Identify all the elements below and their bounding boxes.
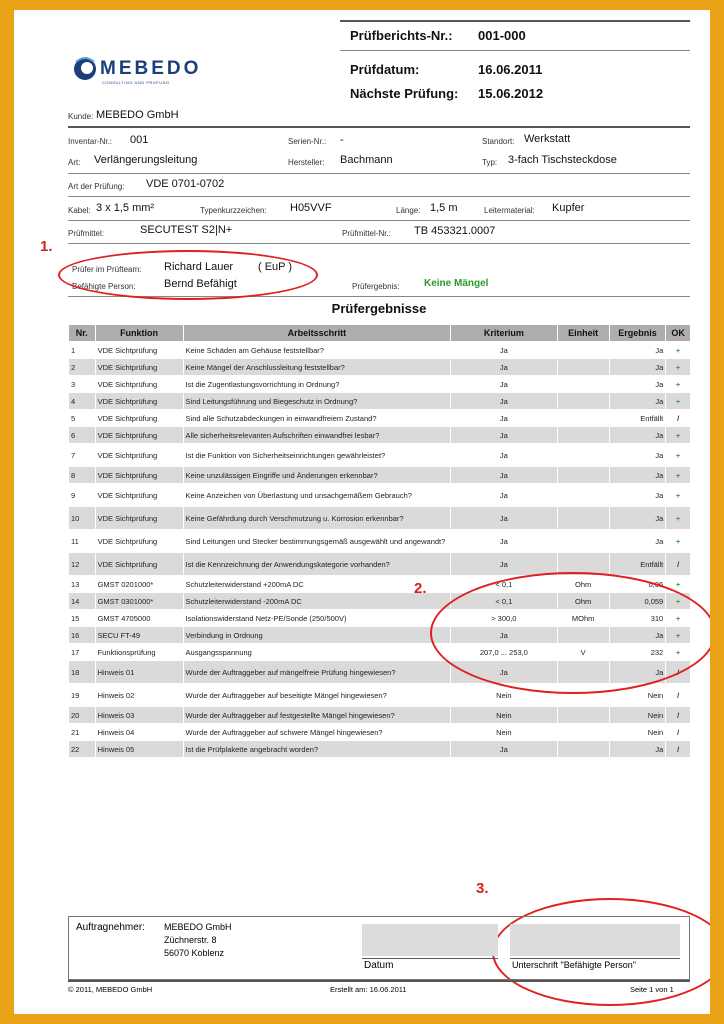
length-label: Länge: — [396, 206, 421, 215]
section-title: Prüfergebnisse — [331, 301, 427, 316]
cable-value: 3 x 1,5 mm² — [96, 202, 155, 214]
cell-unit: V — [557, 644, 609, 661]
table-row — [69, 410, 691, 427]
location-value: Werkstatt — [524, 133, 571, 145]
cell-nr: 14 — [69, 593, 96, 610]
cell-function: VDE Sichtprüfung — [95, 410, 183, 427]
mebedo-logo — [72, 54, 222, 84]
cell-ok: / — [666, 707, 691, 724]
cell-step: Keine Mängel der Anschlussleitung feststellbar? — [183, 359, 451, 376]
cell-ok: + — [666, 393, 691, 410]
cell-step: Sind alle Schutzabdeckungen in einwandfreiem Zustand? — [183, 410, 451, 427]
cell-ok: / — [666, 741, 691, 758]
cell-result: Ja — [609, 741, 665, 758]
cell-ok: + — [666, 610, 691, 627]
table-row — [69, 724, 691, 741]
cell-step: Isolationswiderstand Netz-PE/Sonde (250/500V) — [183, 610, 451, 627]
inventory-label: Inventar-Nr.: — [68, 137, 113, 146]
cell-criterion: Ja — [451, 661, 557, 684]
type-art-value: Verlängerungsleitung — [94, 154, 198, 166]
table-row — [69, 507, 691, 530]
cell-criterion: Ja — [451, 427, 557, 444]
cell-result: 310 — [609, 610, 665, 627]
table-row — [69, 467, 691, 484]
cell-ok: + — [666, 593, 691, 610]
table-row — [69, 530, 691, 553]
page-number: Seite 1 von 1 — [630, 985, 674, 994]
cell-step: Wurde der Auftraggeber auf schwere Mängel hingewiesen? — [183, 724, 451, 741]
cell-function: VDE Sichtprüfung — [95, 507, 183, 530]
cell-nr: 21 — [69, 724, 96, 741]
qualified-person-value: Bernd Befähigt — [164, 278, 237, 290]
column-header-ok: OK — [666, 325, 691, 342]
length-value: 1,5 m — [430, 202, 458, 214]
cell-step: Keine unzulässigen Eingriffe und Änderungen erkennbar? — [183, 467, 451, 484]
table-row — [69, 484, 691, 507]
cell-criterion: Ja — [451, 507, 557, 530]
table-row — [69, 359, 691, 376]
table-row — [69, 707, 691, 724]
column-header-step: Arbeitsschritt — [183, 325, 451, 342]
logo-subtitle: CONSULTING UND PRÜFUNG — [102, 80, 170, 85]
cell-unit — [557, 342, 609, 359]
cell-nr: 19 — [69, 684, 96, 707]
cell-function: Hinweis 04 — [95, 724, 183, 741]
cell-criterion: Ja — [451, 484, 557, 507]
cell-function: SECU FT-49 — [95, 627, 183, 644]
cell-criterion: Ja — [451, 553, 557, 576]
cell-criterion: Ja — [451, 359, 557, 376]
cell-step: Keine Anzeichen von Überlastung und unsachgemäßem Gebrauch? — [183, 484, 451, 507]
table-row — [69, 741, 691, 758]
inspector-value: Richard Lauer — [164, 261, 234, 273]
cell-step: Alle sicherheitsrelevanten Aufschriften einwandfrei lesbar? — [183, 427, 451, 444]
cell-step: Sind Leitungen und Stecker bestimmungsgemäß ausgewählt und angewandt? — [183, 530, 451, 553]
cell-step: Schutzleiterwiderstand +200mA DC — [183, 576, 451, 593]
table-row — [69, 342, 691, 359]
cell-step: Wurde der Auftraggeber auf mängelfreie Prüfung hingewiesen? — [183, 661, 451, 684]
cell-result: Ja — [609, 661, 665, 684]
cell-unit — [557, 741, 609, 758]
manufacturer-label: Hersteller: — [288, 158, 325, 167]
cell-criterion: Nein — [451, 724, 557, 741]
cell-unit — [557, 427, 609, 444]
cell-ok: + — [666, 507, 691, 530]
cell-criterion: Nein — [451, 684, 557, 707]
logo-mark-icon — [72, 56, 98, 82]
type-code-value: H05VVF — [290, 202, 332, 214]
cell-result: Entfällt — [609, 553, 665, 576]
cell-ok: + — [666, 467, 691, 484]
cell-criterion: Ja — [451, 410, 557, 427]
cell-result: Ja — [609, 627, 665, 644]
cell-criterion: Ja — [451, 376, 557, 393]
cell-step: Ist die Funktion von Sicherheitseinrichtungen gewährleistet? — [183, 444, 451, 467]
cell-unit: MOhm — [557, 610, 609, 627]
cell-criterion: Ja — [451, 741, 557, 758]
type-code-label: Typenkurzzeichen: — [200, 206, 267, 215]
column-header-result: Ergebnis — [609, 325, 665, 342]
test-device-value: SECUTEST S2|N+ — [140, 224, 233, 236]
annotation-2: 2. — [414, 580, 427, 597]
model-label: Typ: — [482, 158, 498, 167]
cell-unit — [557, 444, 609, 467]
cell-unit — [557, 530, 609, 553]
cell-result: Ja — [609, 427, 665, 444]
annotation-ellipse-2 — [430, 572, 710, 694]
results-table-body — [69, 342, 691, 758]
customer-label: Kunde: — [68, 112, 94, 121]
cell-nr: 8 — [69, 467, 96, 484]
column-header-criterion: Kriterium — [451, 325, 557, 342]
cell-nr: 18 — [69, 661, 96, 684]
cell-result: Ja — [609, 393, 665, 410]
cell-ok: + — [666, 484, 691, 507]
cell-ok: + — [666, 342, 691, 359]
cell-criterion: Ja — [451, 467, 557, 484]
date-label: Datum — [364, 960, 394, 971]
cell-function: Funktionsprüfung — [95, 644, 183, 661]
cell-criterion: < 0,1 — [451, 593, 557, 610]
date-field[interactable] — [362, 924, 498, 956]
signature-field[interactable] — [510, 924, 680, 956]
manufacturer-value: Bachmann — [340, 154, 393, 166]
cell-step: Ist die Prüfplakette angebracht worden? — [183, 741, 451, 758]
cell-criterion: Nein — [451, 707, 557, 724]
signature-label: Unterschrift "Befähigte Person" — [512, 960, 636, 970]
cell-result: Ja — [609, 530, 665, 553]
cell-function: GMST 0201000* — [95, 576, 183, 593]
serial-label: Serien-Nr.: — [288, 137, 327, 146]
result-label: Prüfergebnis: — [352, 282, 400, 291]
cell-criterion: Ja — [451, 393, 557, 410]
logo-name: MEBEDO — [100, 58, 202, 79]
cell-step: Wurde der Auftraggeber auf festgestellte Mängel hingewiesen? — [183, 707, 451, 724]
annotation-ellipse-1 — [58, 250, 318, 300]
cell-nr: 7 — [69, 444, 96, 467]
cell-result: 232 — [609, 644, 665, 661]
created-date: Erstellt am: 16.06.2011 — [330, 985, 407, 994]
cell-function: Hinweis 05 — [95, 741, 183, 758]
cell-unit — [557, 359, 609, 376]
cell-unit — [557, 393, 609, 410]
cell-result: Entfällt — [609, 410, 665, 427]
cell-result: Ja — [609, 484, 665, 507]
cell-nr: 4 — [69, 393, 96, 410]
cell-function: GMST 0301000* — [95, 593, 183, 610]
cell-step: Schutzleiterwiderstand -200mA DC — [183, 593, 451, 610]
report-number-value: 001-000 — [478, 28, 526, 43]
cell-function: Hinweis 01 — [95, 661, 183, 684]
inspector-label: Prüfer im Prüfteam: — [72, 265, 142, 274]
conductor-label: Leitermaterial: — [484, 206, 535, 215]
report-page — [14, 10, 710, 1014]
model-value: 3-fach Tischsteckdose — [508, 154, 617, 166]
cell-result: Ja — [609, 376, 665, 393]
cell-function: VDE Sichtprüfung — [95, 359, 183, 376]
qualified-person-label: Befähigte Person: — [72, 282, 136, 291]
inventory-value: 001 — [130, 134, 149, 146]
cell-function: VDE Sichtprüfung — [95, 444, 183, 467]
type-art-label: Art: — [68, 158, 81, 167]
cell-step: Keine Schäden am Gehäuse feststellbar? — [183, 342, 451, 359]
column-header-unit: Einheit — [557, 325, 609, 342]
cell-step: Verbindung in Ordnung — [183, 627, 451, 644]
cell-function: VDE Sichtprüfung — [95, 467, 183, 484]
cell-ok: + — [666, 530, 691, 553]
cell-nr: 13 — [69, 576, 96, 593]
cell-criterion: Ja — [451, 342, 557, 359]
cell-result: 0,06 — [609, 576, 665, 593]
cell-criterion: > 300,0 — [451, 610, 557, 627]
report-number-label: Prüfberichts-Nr.: — [350, 28, 453, 43]
cell-nr: 1 — [69, 342, 96, 359]
table-row — [69, 427, 691, 444]
cell-function: VDE Sichtprüfung — [95, 553, 183, 576]
cell-nr: 16 — [69, 627, 96, 644]
column-header-nr: Nr. — [69, 325, 96, 342]
cell-unit — [557, 467, 609, 484]
cell-nr: 12 — [69, 553, 96, 576]
cell-criterion: Ja — [451, 444, 557, 467]
result-value: Keine Mängel — [424, 278, 489, 289]
cell-result: Ja — [609, 444, 665, 467]
customer-value: MEBEDO GmbH — [96, 109, 179, 121]
test-type-label: Art der Prüfung: — [68, 182, 125, 191]
cell-nr: 11 — [69, 530, 96, 553]
cell-nr: 22 — [69, 741, 96, 758]
next-test-label: Nächste Prüfung: — [350, 86, 459, 101]
annotation-1: 1. — [40, 238, 53, 255]
table-header-row — [69, 325, 691, 342]
cell-result: Nein — [609, 684, 665, 707]
test-device-nr-label: Prüfmittel-Nr.: — [342, 229, 391, 238]
annotation-3: 3. — [476, 880, 489, 897]
cell-function: GMST 4705000 — [95, 610, 183, 627]
cell-ok: + — [666, 427, 691, 444]
table-row — [69, 444, 691, 467]
cell-unit — [557, 376, 609, 393]
serial-value: - — [340, 134, 344, 146]
cell-unit — [557, 507, 609, 530]
cell-ok: + — [666, 444, 691, 467]
test-date-value: 16.06.2011 — [478, 62, 543, 77]
cell-result: Ja — [609, 507, 665, 530]
test-date-label: Prüfdatum: — [350, 62, 420, 77]
column-header-function: Funktion — [95, 325, 183, 342]
cell-unit — [557, 484, 609, 507]
cell-function: VDE Sichtprüfung — [95, 530, 183, 553]
cell-ok: + — [666, 627, 691, 644]
cell-criterion: < 0,1 — [451, 576, 557, 593]
cell-nr: 5 — [69, 410, 96, 427]
cell-nr: 15 — [69, 610, 96, 627]
cell-function: Hinweis 02 — [95, 684, 183, 707]
test-device-nr-value: TB 453321.0007 — [414, 225, 496, 237]
cell-step: Ausgangsspannung — [183, 644, 451, 661]
cell-unit: Ohm — [557, 593, 609, 610]
cell-ok: / — [666, 553, 691, 576]
cell-ok: + — [666, 576, 691, 593]
cell-ok: + — [666, 644, 691, 661]
cell-function: Hinweis 03 — [95, 707, 183, 724]
location-label: Standort: — [482, 137, 515, 146]
cell-function: VDE Sichtprüfung — [95, 376, 183, 393]
cell-result: Nein — [609, 724, 665, 741]
contractor-label: Auftragnehmer: — [76, 922, 145, 933]
cell-criterion: Ja — [451, 530, 557, 553]
test-device-label: Prüfmittel: — [68, 229, 105, 238]
cell-step: Keine Gefährdung durch Verschmutzung u. Korrosion erkennbar? — [183, 507, 451, 530]
cell-nr: 17 — [69, 644, 96, 661]
cell-nr: 6 — [69, 427, 96, 444]
cell-nr: 3 — [69, 376, 96, 393]
cell-function: VDE Sichtprüfung — [95, 427, 183, 444]
cell-result: Ja — [609, 342, 665, 359]
table-row — [69, 393, 691, 410]
cell-nr: 2 — [69, 359, 96, 376]
copyright: © 2011, MEBEDO GmbH — [68, 985, 153, 994]
cell-ok: / — [666, 724, 691, 741]
cable-label: Kabel: — [68, 206, 91, 215]
cell-function: VDE Sichtprüfung — [95, 484, 183, 507]
next-test-value: 15.06.2012 — [478, 86, 544, 101]
cell-step: Sind Leitungsführung und Biegeschutz in Ordnung? — [183, 393, 451, 410]
cell-ok: + — [666, 376, 691, 393]
cell-function: VDE Sichtprüfung — [95, 393, 183, 410]
cell-unit: Ohm — [557, 576, 609, 593]
cell-step: Ist die Kennzeichnung der Anwendungskategorie vorhanden? — [183, 553, 451, 576]
cell-ok: / — [666, 410, 691, 427]
cell-step: Wurde der Auftraggeber auf beseitigte Mängel hingewiesen? — [183, 684, 451, 707]
cell-nr: 20 — [69, 707, 96, 724]
cell-nr: 9 — [69, 484, 96, 507]
cell-result: 0,059 — [609, 593, 665, 610]
contractor-company: MEBEDO GmbH — [164, 922, 232, 932]
cell-result: Ja — [609, 467, 665, 484]
cell-result: Nein — [609, 707, 665, 724]
cell-criterion: Ja — [451, 627, 557, 644]
conductor-value: Kupfer — [552, 202, 585, 214]
contractor-street: Züchnerstr. 8 — [164, 935, 217, 945]
contractor-city: 56070 Koblenz — [164, 948, 225, 958]
cell-ok: + — [666, 359, 691, 376]
cell-unit — [557, 707, 609, 724]
cell-ok: / — [666, 684, 691, 707]
cell-unit — [557, 724, 609, 741]
cell-result: Ja — [609, 359, 665, 376]
cell-criterion: 207,0 ... 253,0 — [451, 644, 557, 661]
cell-unit — [557, 410, 609, 427]
cell-function: VDE Sichtprüfung — [95, 342, 183, 359]
test-type-value: VDE 0701-0702 — [146, 178, 225, 190]
cell-ok: / — [666, 661, 691, 684]
cell-step: Ist die Zugentlastungsvorrichtung in Ordnung? — [183, 376, 451, 393]
inspector-role: ( EuP ) — [258, 261, 293, 273]
table-row — [69, 376, 691, 393]
cell-nr: 10 — [69, 507, 96, 530]
